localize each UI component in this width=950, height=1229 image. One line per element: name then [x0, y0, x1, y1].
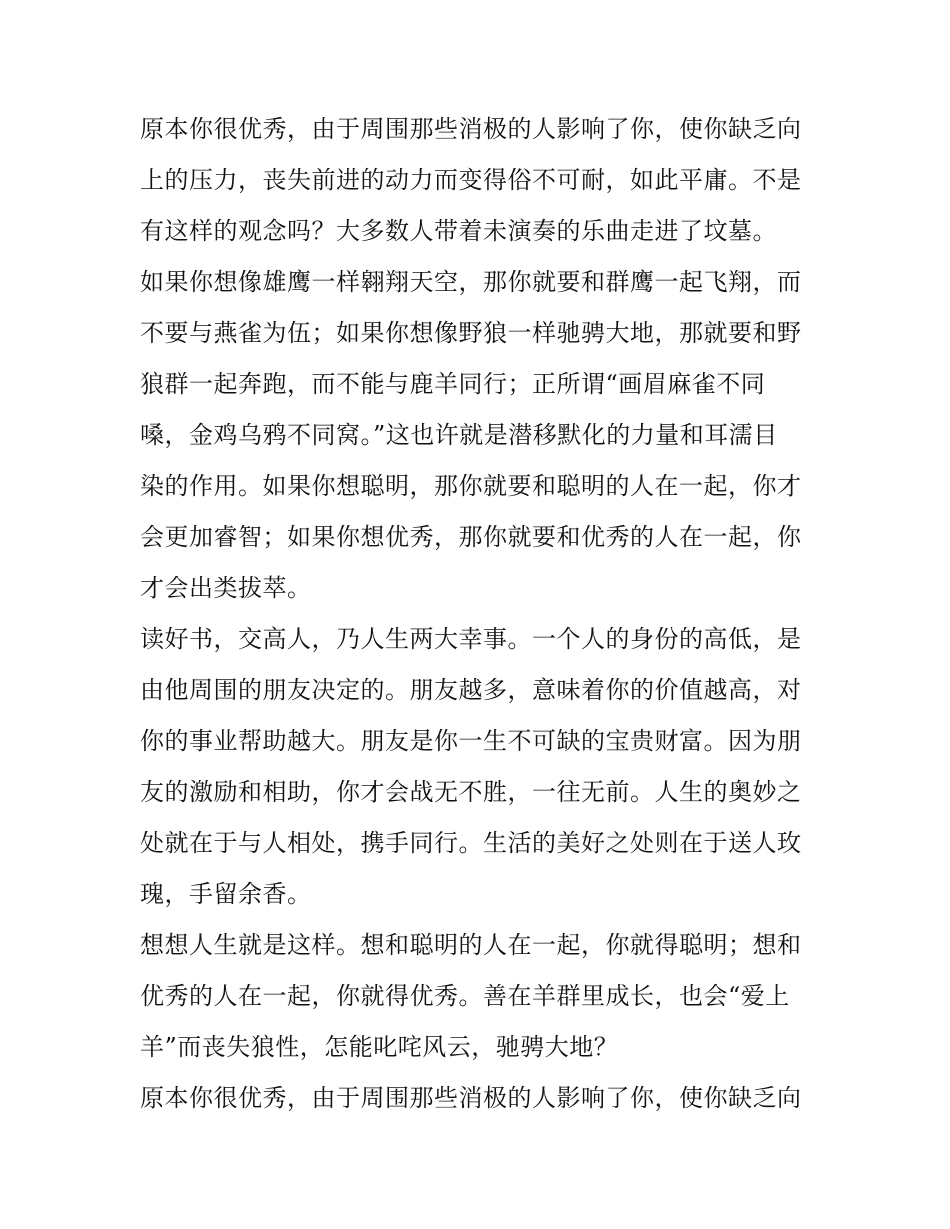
- text-line: 会更加睿智；如果你想优秀，那你就要和优秀的人在一起，你: [140, 523, 802, 551]
- text-line: 狼群一起奔跑，而不能与鹿羊同行；正所谓“画眉麻雀不同: [140, 370, 766, 398]
- text-line: 瑰，手留余香。: [140, 880, 312, 908]
- text-line: 处就在于与人相处，携手同行。生活的美好之处则在于送人玫: [140, 829, 802, 857]
- text-line: 如果你想像雄鹰一样翱翔天空，那你就要和群鹰一起飞翔，而: [140, 268, 802, 296]
- text-line: 原本你很优秀，由于周围那些消极的人影响了你，使你缺乏向: [140, 1084, 802, 1112]
- text-line: 羊”而丧失狼性，怎能叱咤风云，驰骋大地？: [140, 1033, 619, 1061]
- text-line: 你的事业帮助越大。朋友是你一生不可缺的宝贵财富。因为朋: [140, 727, 802, 755]
- document-body: [140, 104, 814, 1124]
- text-line: 由他周围的朋友决定的。朋友越多，意味着你的价值越高，对: [140, 676, 802, 704]
- text-line: 上的压力，丧失前进的动力而变得俗不可耐，如此平庸。不是: [140, 166, 802, 194]
- text-line: 才会出类拔萃。: [140, 574, 312, 602]
- text-line: 染的作用。如果你想聪明，那你就要和聪明的人在一起，你才: [140, 472, 802, 500]
- text-line: 有这样的观念吗？大多数人带着未演奏的乐曲走进了坟墓。: [140, 217, 777, 245]
- text-line: 嗓，金鸡乌鸦不同窝。”这也许就是潜移默化的力量和耳濡目: [140, 421, 778, 449]
- text-line: 友的激励和相助，你才会战无不胜，一往无前。人生的奥妙之: [140, 778, 802, 806]
- text-line: 不要与燕雀为伍；如果你想像野狼一样驰骋大地，那就要和野: [140, 319, 802, 347]
- text-line: 原本你很优秀，由于周围那些消极的人影响了你，使你缺乏向: [140, 115, 802, 143]
- text-line: 读好书，交高人，乃人生两大幸事。一个人的身份的高低，是: [140, 625, 802, 653]
- text-line: 想想人生就是这样。想和聪明的人在一起，你就得聪明；想和: [140, 931, 802, 959]
- text-line: 优秀的人在一起，你就得优秀。善在羊群里成长，也会“爱上: [140, 982, 790, 1010]
